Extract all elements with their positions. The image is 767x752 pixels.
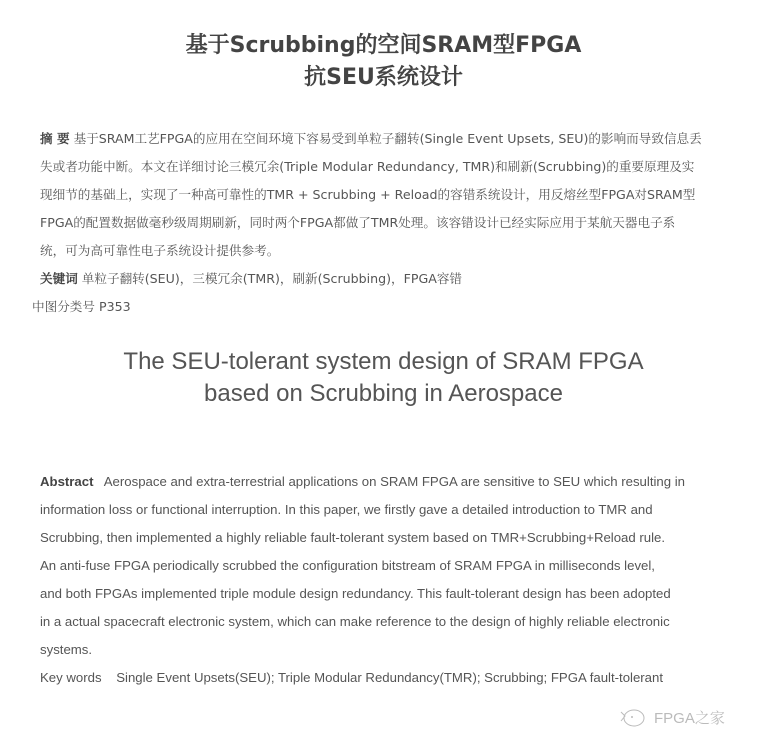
en-abstract-text: Aerospace and extra-terrestrial applications on SRAM FPGA are sensitive to SEU which resulting in (103, 474, 686, 489)
watermark-text: FPGA之家 (654, 709, 725, 727)
cn-keywords (40, 268, 462, 287)
chinese-title-line-2: 抗SEU系统设计 (304, 65, 463, 90)
en-abstract-line: Scrubbing, then implemented a highly reliable fault-tolerant system based on TMR+Scrubbing+Reload rule. (40, 530, 666, 545)
chinese-title-line-1: 基于Scrubbing的空间SRAM型FPGA (185, 33, 582, 58)
en-keywords-label: Key words (40, 670, 102, 685)
cn-abstract-label: 摘 要 (40, 131, 70, 146)
english-title-line-2: based on Scrubbing in Aerospace (204, 380, 563, 407)
classification-number: 中图分类号 P353 (32, 299, 131, 314)
chinese-title (0, 30, 767, 94)
en-keywords-text: Single Event Upsets(SEU); Triple Modular Redundancy(TMR); Scrubbing; FPGA fault-tolerant (116, 670, 664, 685)
cn-abstract-line: 现细节的基础上，实现了一种高可靠性的TMR + Scrubbing + Reload的容错系统设计，用反熔丝型FPGA对SRAM型 (40, 187, 696, 202)
cn-keywords-text: 单粒子翻转(SEU)，三模冗余(TMR)，刷新(Scrubbing)，FPGA容错 (81, 271, 463, 286)
en-abstract-line: systems. (40, 642, 93, 657)
cn-abstract-line (40, 128, 702, 147)
cn-abstract-text: 基于SRAM工艺FPGA的应用在空间环境下容易受到单粒子翻转(Single Event Upsets, SEU)的影响而导致信息丢 (73, 131, 702, 146)
en-abstract-line: in a actual spacecraft electronic system, which can make reference to the design of highly reliable electronic (40, 614, 670, 629)
cn-abstract-line: FPGA的配置数据做毫秒级周期刷新，同时两个FPGA都做了TMR处理。该容错设计已经实际应用于某航天器电子系 (40, 215, 676, 230)
watermark (618, 706, 725, 728)
english-title-line-1: The SEU-tolerant system design of SRAM FPGA (123, 348, 644, 375)
cn-abstract-line: 失或者功能中断。本文在详细讨论三模冗余(Triple Modular Redundancy, TMR)和刷新(Scrubbing)的重要原理及实 (40, 159, 695, 174)
en-abstract-label: Abstract (40, 474, 94, 489)
en-abstract-line: information loss or functional interruption. In this paper, we firstly gave a detailed introduction to TMR and (40, 502, 653, 517)
en-abstract-line: An anti-fuse FPGA periodically scrubbed the configuration bitstream of SRAM FPGA in milliseconds level, (40, 558, 655, 573)
cn-keywords-label: 关键词 (40, 271, 78, 286)
en-abstract-line: and both FPGAs implemented triple module design redundancy. This fault-tolerant design has been adopted (40, 586, 671, 601)
cn-abstract-line: 统，可为高可靠性电子系统设计提供参考。 (40, 243, 280, 258)
en-keywords (40, 670, 663, 685)
english-title (0, 346, 767, 410)
wechat-logo-icon (618, 706, 648, 728)
en-abstract-line (40, 474, 685, 489)
